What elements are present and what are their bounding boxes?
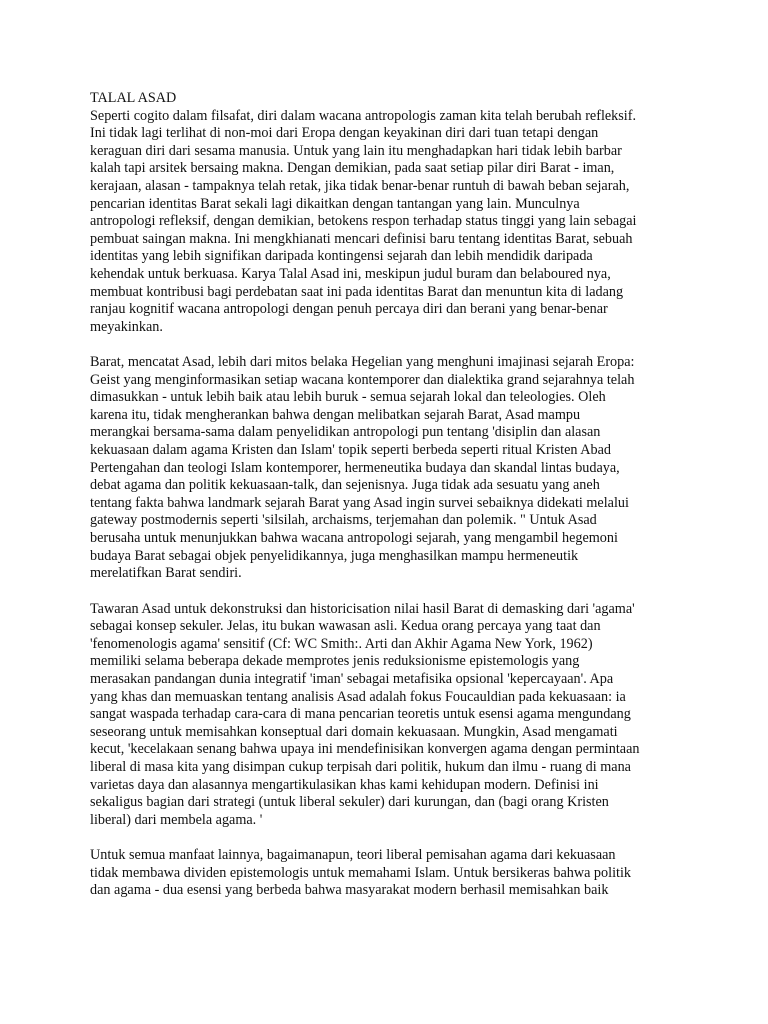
text-line: kekuasaan dalam agama Kristen dan Islam' topik seperti berbeda seperti ritual Kristen Abad [90, 442, 612, 459]
text-line: kalah tapi arsitek bersaing makna. Dengan demikian, pada saat setiap pilar diri Barat - iman, [90, 160, 615, 177]
text-line: tidak membawa dividen epistemologis untuk memahami Islam. Untuk bersikeras bahwa politik [90, 864, 631, 881]
text-line: kecut, 'kecelakaan senang bahwa upaya ini mendefinisikan konvergen agama dengan permintaan [90, 741, 640, 758]
paragraph-4 [90, 847, 690, 900]
paragraph-spacer [90, 829, 690, 847]
text-line: sekaligus bagian dari strategi (untuk liberal sekuler) dari kurungan, dan (bagi orang Kristen [90, 794, 609, 811]
text-line: identitas yang lebih signifikan daripada kontingensi sejarah dan lebih mendidik daripada [90, 248, 593, 265]
text-line: kehendak untuk berkuasa. Karya Talal Asad ini, meskipun judul buram dan belaboured nya, [90, 265, 611, 282]
text-line: merelatifkan Barat sendiri. [90, 565, 242, 582]
paragraph-spacer [90, 336, 690, 354]
paragraph-1 [90, 108, 690, 337]
text-line: liberal di masa kita yang disimpan cukup terpisah dari politik, hukum dan ilmu - ruang di mana [90, 758, 631, 775]
text-line: Untuk semua manfaat lainnya, bagaimanapun, teori liberal pemisahan agama dari kekuasaan [90, 847, 616, 864]
text-line: debat agama dan politik kekuasaan-talk, dan sejenisnya. Juga tidak ada sesuatu yang aneh [90, 477, 600, 494]
text-line: antropologi refleksif, dengan demikian, betokens respon terhadap status tinggi yang lain sebagai [90, 213, 637, 230]
text-line: merangkai bersama-sama dalam penyelidikan antropologi pun tentang 'disiplin dan alasan [90, 424, 601, 441]
text-line: sebagai konsep sekuler. Jelas, itu bukan wawasan asli. Kedua orang percaya yang taat dan [90, 618, 601, 635]
text-line: Ini tidak lagi terlihat di non-moi dari Eropa dengan keyakinan diri dari tuan tetapi dengan [90, 125, 599, 142]
text-line: tentang fakta bahwa landmark sejarah Barat yang Asad ingin survei sebaiknya didekati melalui [90, 494, 629, 511]
text-line: memiliki selama beberapa dekade memprotes jenis reduksionisme epistemologis yang [90, 653, 580, 670]
text-line: kerajaan, alasan - tampaknya telah retak, jika tidak benar-benar runtuh di bawah beban sejarah, [90, 177, 630, 194]
text-line: varietas daya dan alasannya mengartikulasikan khas kami kehidupan modern. Definisi ini [90, 776, 599, 793]
text-line: dan agama - dua esensi yang berbeda bahwa masyarakat modern berhasil memisahkan baik [90, 882, 609, 899]
text-line: karena itu, tidak mengherankan bahwa dengan melibatkan sejarah Barat, Asad mampu [90, 406, 581, 423]
text-line: keraguan diri dari sesama manusia. Untuk yang lain itu menghadapkan hari tidak lebih barbar [90, 142, 622, 159]
text-line: 'fenomenologis agama' sensitif (Cf: WC Smith:. Arti dan Akhir Agama New York, 1962) [90, 635, 593, 652]
text-line: yang khas dan memuaskan tentang analisis Asad adalah fokus Foucauldian pada kekuasaan: ia [90, 688, 626, 705]
text-line: merasakan pandangan dunia integratif 'iman' sebagai metafisika opsional 'kepercayaan'. Apa [90, 671, 614, 687]
text-line: pembuat saingan makna. Ini mengkhianati mencari definisi baru tentang identitas Barat, sebuah [90, 230, 633, 247]
paragraph-spacer [90, 583, 690, 601]
text-line: ranjau kognitif wacana antropologi dengan penuh percaya diri dan berani yang benar-benar [90, 301, 608, 318]
text-line: Barat, mencatat Asad, lebih dari mitos belaka Hegelian yang menghuni imajinasi sejarah Eropa: [90, 354, 635, 371]
document-page [90, 90, 690, 900]
text-line: Pertengahan dan teologi Islam kontemporer, hermeneutika budaya dan skandal lintas budaya, [90, 459, 620, 476]
document-title: TALAL ASAD [90, 90, 177, 106]
text-line: seseorang untuk memisahkan konseptual dari domain kekuasaan. Mungkin, Asad mengamati [90, 723, 618, 740]
text-line: berusaha untuk menunjukkan bahwa wacana antropologi sejarah, yang mengambil hegemoni [90, 530, 618, 547]
text-line: membuat kontribusi bagi perdebatan saat ini pada identitas Barat dan menuntun kita di ladang [90, 283, 624, 300]
paragraph-2 [90, 354, 690, 583]
text-line: budaya Barat sebagai objek penyelidikannya, juga menghasilkan mampu hermeneutik [90, 547, 579, 564]
text-line: sangat waspada terhadap cara-cara di mana pencarian teoretis untuk esensi agama mengundang [90, 706, 631, 723]
paragraph-3 [90, 601, 690, 830]
text-line: dimasukkan - untuk lebih baik atau lebih buruk - semua sejarah lokal dan teleologies. Oleh [90, 389, 606, 406]
text-line: Seperti cogito dalam filsafat, diri dalam wacana antropologis zaman kita telah berubah refleksif. [90, 107, 637, 124]
text-line: Tawaran Asad untuk dekonstruksi dan historicisation nilai hasil Barat di demasking dari 'agama' [90, 600, 635, 617]
text-line: meyakinkan. [90, 318, 163, 335]
text-line: pencarian identitas Barat sekali lagi dikaitkan dengan tantangan yang lain. Munculnya [90, 195, 580, 212]
text-line: Geist yang menginformasikan setiap wacana kontemporer dan dialektika grand sejarahnya telah [90, 371, 635, 388]
text-line: gateway postmodernis seperti 'silsilah, archaisms, terjemahan dan polemik. " Untuk Asad [90, 512, 597, 529]
text-line: liberal) dari membela agama. ' [90, 811, 263, 828]
